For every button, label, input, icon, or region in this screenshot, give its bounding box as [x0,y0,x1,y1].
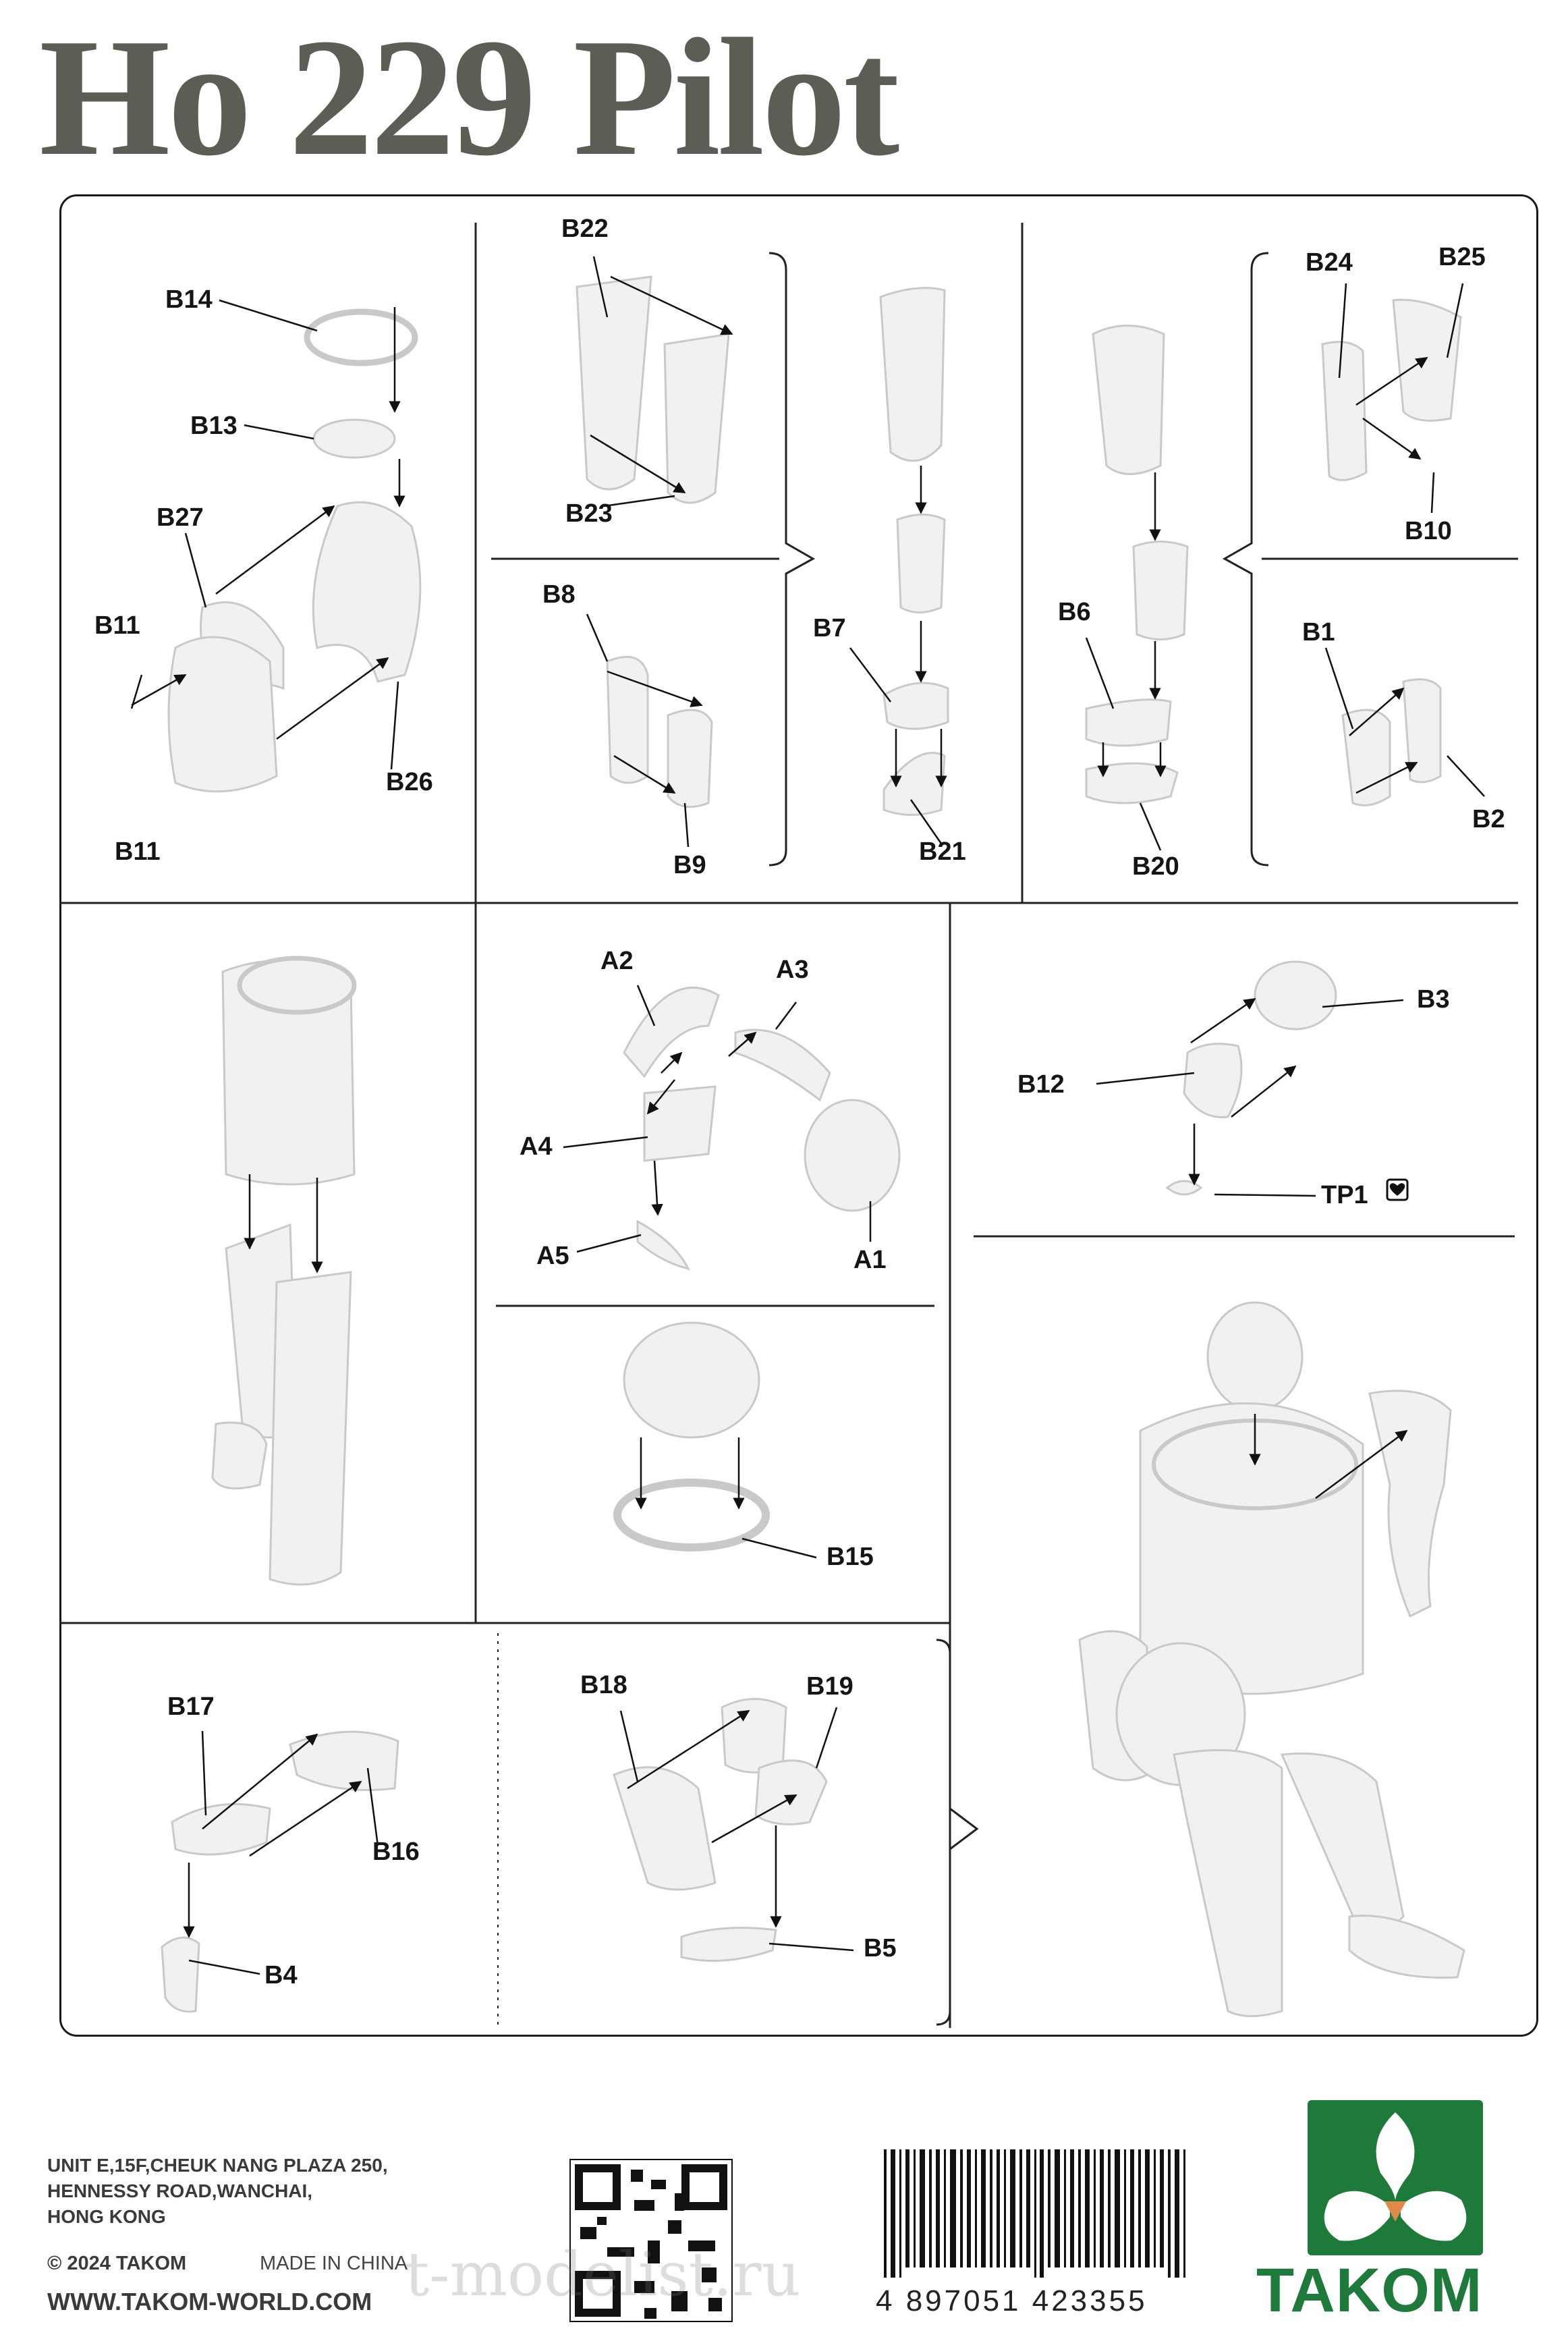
part-label-b11-bottom: B11 [115,837,161,866]
part-label-b13: B13 [190,412,237,440]
part-label-b6: B6 [1058,598,1091,626]
part-label-b1: B1 [1302,618,1335,647]
part-label-a4: A4 [520,1132,553,1161]
part-label-b3: B3 [1417,985,1450,1014]
address-line: HONG KONG [47,2206,166,2227]
part-label-b12: B12 [1017,1070,1065,1099]
part-label-b27: B27 [157,503,204,532]
parts [162,277,1464,2016]
brand-name: TAKOM [1256,2256,1483,2325]
part-label-b19: B19 [806,1672,853,1701]
part-label-b15: B15 [827,1543,874,1571]
part-label-b20: B20 [1132,852,1179,881]
copyright: © 2024 TAKOM [47,2253,187,2274]
part-label-tp1: TP1 [1321,1181,1368,1209]
part-label-b11-top: B11 [94,611,140,640]
barcode-number: 4 897051 423355 [876,2284,1148,2317]
part-label-a1: A1 [853,1246,887,1274]
part-label-b2: B2 [1472,805,1505,833]
website-link[interactable]: WWW.TAKOM-WORLD.COM [47,2288,372,2315]
company-address [47,2153,388,2230]
part-label-b8: B8 [542,580,576,609]
part-label-b25: B25 [1438,243,1486,271]
part-label-b5: B5 [864,1934,897,1962]
part-label-b22: B22 [561,215,609,243]
part-label-b18: B18 [580,1671,627,1699]
made-in: MADE IN CHINA [260,2253,408,2274]
part-label-b17: B17 [167,1693,215,1721]
part-label-b23: B23 [565,499,613,528]
part-label-b14: B14 [165,285,213,314]
watermark: t-modelist.ru [405,2239,801,2310]
part-label-b7: B7 [813,614,846,642]
part-label-b9: B9 [673,851,706,879]
part-label-a2: A2 [600,947,634,975]
part-label-b24: B24 [1306,248,1353,277]
glue-warning-icon [1387,1180,1407,1200]
barcode [884,2149,1185,2278]
takom-logo-icon [1308,2100,1483,2255]
page-title: Ho 229 Pilot [39,4,897,191]
address-line: HENNESSY ROAD,WANCHAI, [47,2180,313,2201]
part-label-b21: B21 [919,837,966,866]
part-label-b4: B4 [264,1961,298,1989]
part-label-b26: B26 [386,768,433,796]
part-label-b10: B10 [1405,517,1452,545]
part-label-a3: A3 [776,956,809,984]
part-label-a5: A5 [536,1242,569,1270]
address-line: UNIT E,15F,CHEUK NANG PLAZA 250, [47,2155,388,2176]
part-label-b16: B16 [372,1838,420,1866]
